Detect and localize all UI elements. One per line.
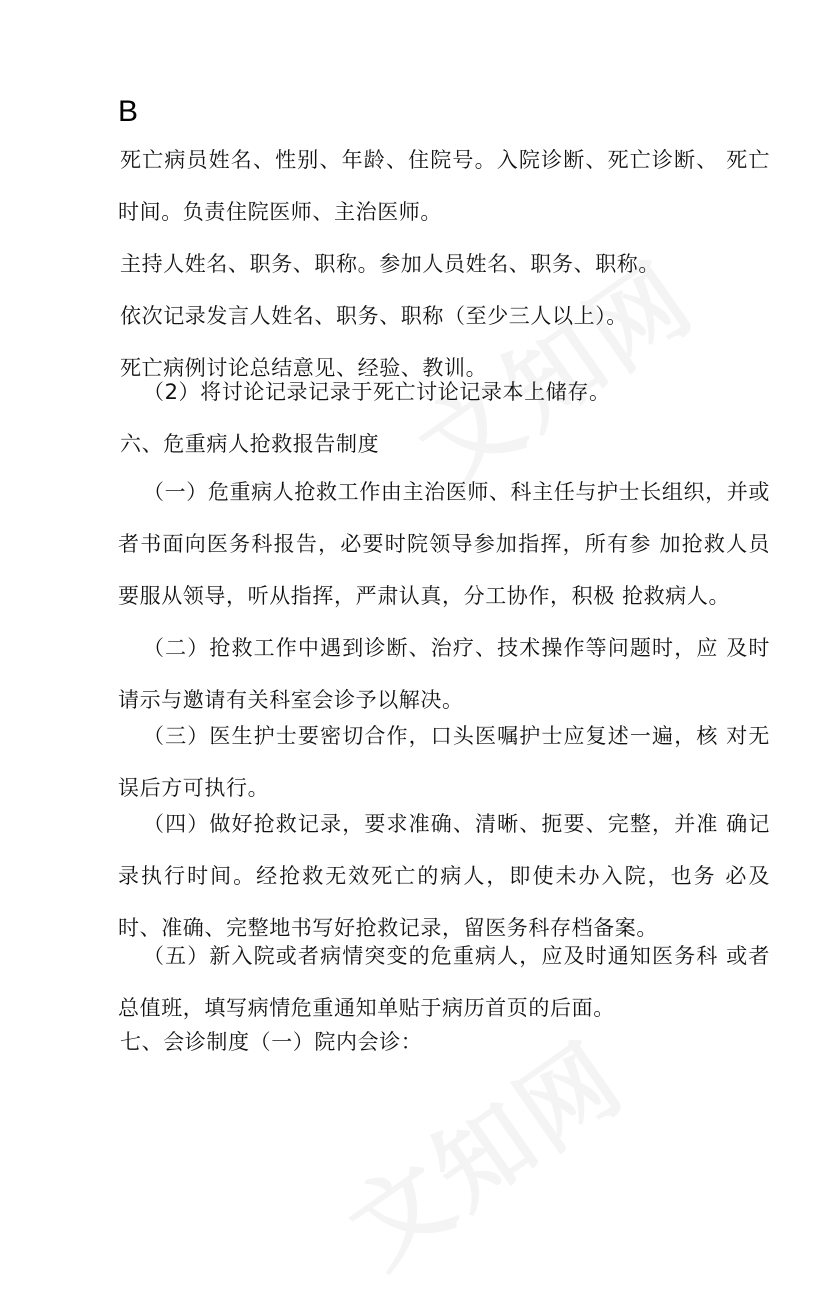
paragraph-rescue-5: （五）新入院或者病情突变的危重病人，应及时通知医务科 或者 总值班，填写病情危重通知单贴于病历首页的后面。	[118, 944, 770, 1020]
paragraph-death-patient-info: 死亡病员姓名、性别、年龄、住院号。入院诊断、死亡诊断、 死亡时间。负责住院医师、主治医师。	[118, 148, 770, 224]
paragraph-speaker-record: 依次记录发言人姓名、职务、职称（至少三人以上）。	[120, 304, 628, 328]
section-heading: B	[118, 95, 139, 128]
paragraph-rescue-4: （四）做好抢救记录，要求准确、清晰、扼要、完整，并准 确记录执行时间。经抢救无效死亡的病人，即使未办入院，也务 必及时、准确、完整地书写好抢救记录，留医务科存档备案。	[118, 812, 770, 940]
paragraph-rescue-2: （二）抢救工作中遇到诊断、治疗、技术操作等问题时，应 及时请示与邀请有关科室会诊予以解决。	[118, 636, 770, 712]
paragraph-rescue-1: （一）危重病人抢救工作由主治医师、科主任与护士长组织，并或者书面向医务科报告，必要时院领导参加指挥，所有参 加抢救人员要服从领导，听从指挥，严肃认真，分工协作，积极 抢救病人。	[118, 480, 770, 608]
paragraph-rescue-3: （三）医生护士要密切合作，口头医嘱护士应复述一遍，核 对无误后方可执行。	[118, 724, 770, 800]
paragraph-host-info: 主持人姓名、职务、职称。参加人员姓名、职务、职称。	[120, 252, 660, 276]
section-title-consultation: 七、会诊制度（一）院内会诊：	[120, 1030, 423, 1054]
section-title-rescue-report: 六、危重病人抢救报告制度	[120, 432, 380, 456]
paragraph-summary: 死亡病例讨论总结意见、经验、教训。	[120, 356, 488, 380]
paragraph-storage: （2）将讨论记录记录于死亡讨论记录本上储存。	[143, 380, 611, 404]
